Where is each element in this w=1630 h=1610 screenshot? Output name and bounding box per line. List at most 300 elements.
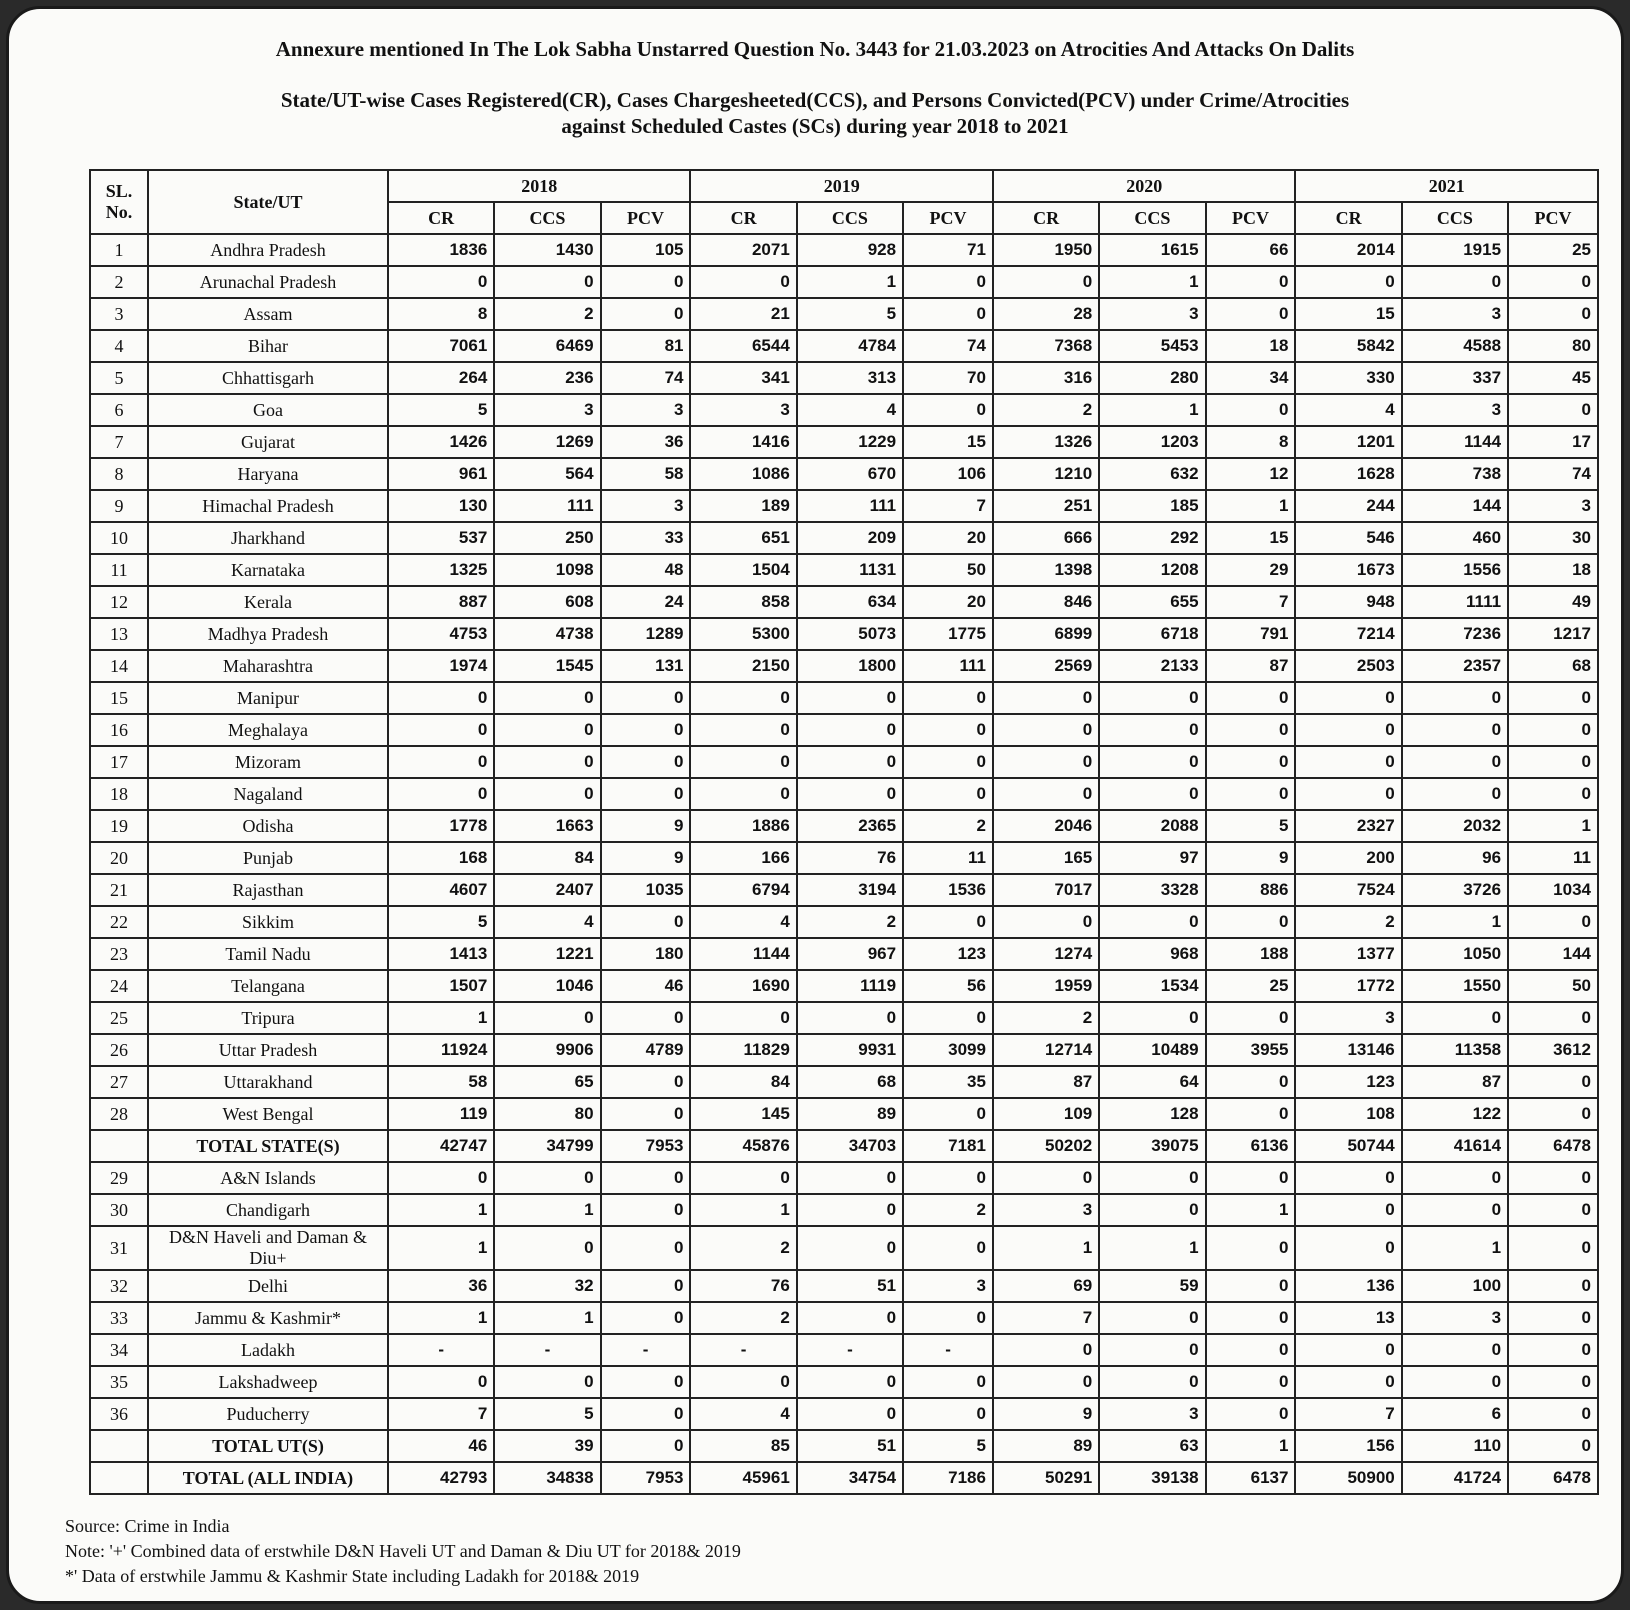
header-year-2019: 2019 [690, 170, 992, 202]
value-cell: 0 [903, 394, 993, 426]
value-cell: 119 [388, 1098, 494, 1130]
value-cell: 80 [494, 1098, 600, 1130]
value-cell: 7186 [903, 1462, 993, 1494]
value-cell: 6794 [690, 874, 796, 906]
value-cell: 0 [494, 1226, 600, 1270]
value-cell: 0 [993, 1334, 1099, 1366]
value-cell: 0 [1206, 1398, 1296, 1430]
value-cell: 928 [797, 234, 903, 266]
value-cell: 9 [601, 810, 691, 842]
table-row [90, 1226, 1598, 1270]
table-row [90, 490, 1598, 522]
value-cell: 1 [1099, 394, 1205, 426]
table-row [90, 298, 1598, 330]
sl-no-cell: 35 [90, 1366, 148, 1398]
value-cell: 3 [1099, 298, 1205, 330]
sl-no-cell: 28 [90, 1098, 148, 1130]
value-cell: 144 [1508, 938, 1598, 970]
value-cell: 7 [993, 1302, 1099, 1334]
sl-no-cell: 12 [90, 586, 148, 618]
value-cell: 1086 [690, 458, 796, 490]
state-name-cell: Madhya Pradesh [148, 618, 388, 650]
value-cell: 1800 [797, 650, 903, 682]
value-cell: 41614 [1402, 1130, 1508, 1162]
value-cell: 0 [388, 1162, 494, 1194]
value-cell: 24 [601, 586, 691, 618]
value-cell: 33 [601, 522, 691, 554]
value-cell: 0 [1206, 1002, 1296, 1034]
sl-no-cell: 26 [90, 1034, 148, 1066]
value-cell: 97 [1099, 842, 1205, 874]
header-ccs: CCS [1099, 202, 1205, 234]
value-cell: 166 [690, 842, 796, 874]
value-cell: 4 [797, 394, 903, 426]
value-cell: 87 [993, 1066, 1099, 1098]
value-cell: 87 [1402, 1066, 1508, 1098]
value-cell: 1 [1402, 1226, 1508, 1270]
value-cell: 0 [1402, 1334, 1508, 1366]
value-cell: 0 [1402, 1366, 1508, 1398]
value-cell: 0 [903, 778, 993, 810]
value-cell: 0 [601, 1270, 691, 1302]
value-cell: 1203 [1099, 426, 1205, 458]
state-name-cell: Ladakh [148, 1334, 388, 1366]
value-cell: 6718 [1099, 618, 1205, 650]
sl-no-cell: 6 [90, 394, 148, 426]
value-cell: 0 [903, 1302, 993, 1334]
value-cell: 2 [903, 810, 993, 842]
subtitle-line-1: State/UT-wise Cases Registered(CR), Cases Chargesheeted(CCS), and Persons Convicted(PCV) under Crime/Atrocities [280, 88, 1350, 112]
value-cell: 1673 [1295, 554, 1401, 586]
value-cell: 7953 [601, 1462, 691, 1494]
value-cell: 537 [388, 522, 494, 554]
value-cell: 130 [388, 490, 494, 522]
value-cell: 1111 [1402, 586, 1508, 618]
value-cell: 0 [1402, 1194, 1508, 1226]
value-cell: 2 [494, 298, 600, 330]
value-cell: 36 [388, 1270, 494, 1302]
header-year-2018: 2018 [388, 170, 690, 202]
state-name-cell: Meghalaya [148, 714, 388, 746]
value-cell: 264 [388, 362, 494, 394]
value-cell: 1959 [993, 970, 1099, 1002]
value-cell: 15 [903, 426, 993, 458]
sl-no-cell: 33 [90, 1302, 148, 1334]
state-name-cell: Karnataka [148, 554, 388, 586]
value-cell: 13 [1295, 1302, 1401, 1334]
sl-no-cell: 7 [90, 426, 148, 458]
sl-no-cell: 4 [90, 330, 148, 362]
value-cell: 1663 [494, 810, 600, 842]
value-cell: 1 [388, 1302, 494, 1334]
value-cell: 63 [1099, 1430, 1205, 1462]
value-cell: 0 [1099, 1162, 1205, 1194]
value-cell: 0 [601, 1226, 691, 1270]
header-cr: CR [388, 202, 494, 234]
value-cell: 189 [690, 490, 796, 522]
value-cell: 50 [1508, 970, 1598, 1002]
value-cell: 59 [1099, 1270, 1205, 1302]
value-cell: 15 [1295, 298, 1401, 330]
value-cell: 0 [690, 1002, 796, 1034]
value-cell: 76 [797, 842, 903, 874]
table-row [90, 266, 1598, 298]
value-cell: 0 [1402, 746, 1508, 778]
value-cell: 1772 [1295, 970, 1401, 1002]
value-cell: 1778 [388, 810, 494, 842]
value-cell: 0 [388, 266, 494, 298]
value-cell: 0 [797, 1002, 903, 1034]
sl-no-cell: 14 [90, 650, 148, 682]
value-cell: 1 [1099, 1226, 1205, 1270]
value-cell: 858 [690, 586, 796, 618]
value-cell: 71 [903, 234, 993, 266]
value-cell: 136 [1295, 1270, 1401, 1302]
table-row [90, 362, 1598, 394]
value-cell: 0 [601, 1162, 691, 1194]
value-cell: 10489 [1099, 1034, 1205, 1066]
value-cell: 608 [494, 586, 600, 618]
document-subtitle [9, 87, 1621, 139]
value-cell: 89 [993, 1430, 1099, 1462]
value-cell: 41724 [1402, 1462, 1508, 1494]
value-cell: 3 [1402, 394, 1508, 426]
value-cell: 0 [993, 1162, 1099, 1194]
table-row [90, 874, 1598, 906]
table-row [90, 586, 1598, 618]
value-cell: 46 [388, 1430, 494, 1462]
value-cell: 0 [1508, 906, 1598, 938]
header-pcv: PCV [1206, 202, 1296, 234]
sl-no-cell: 27 [90, 1066, 148, 1098]
header-cr: CR [1295, 202, 1401, 234]
value-cell: 0 [903, 746, 993, 778]
state-name-cell: Rajasthan [148, 874, 388, 906]
state-name-cell: Chhattisgarh [148, 362, 388, 394]
value-cell: 2365 [797, 810, 903, 842]
value-cell: 280 [1099, 362, 1205, 394]
value-cell: 337 [1402, 362, 1508, 394]
sl-no-cell [90, 1130, 148, 1162]
value-cell: 1229 [797, 426, 903, 458]
value-cell: 0 [797, 746, 903, 778]
table-row [90, 714, 1598, 746]
value-cell: 330 [1295, 362, 1401, 394]
value-cell: 1131 [797, 554, 903, 586]
value-cell: 0 [1508, 1334, 1598, 1366]
value-cell: 4784 [797, 330, 903, 362]
value-cell: 0 [1402, 682, 1508, 714]
value-cell: 0 [1099, 906, 1205, 938]
value-cell: 100 [1402, 1270, 1508, 1302]
sl-no-cell: 17 [90, 746, 148, 778]
value-cell: 8 [388, 298, 494, 330]
table-row [90, 1270, 1598, 1302]
value-cell: 4738 [494, 618, 600, 650]
value-cell: 0 [993, 746, 1099, 778]
value-cell: 1615 [1099, 234, 1205, 266]
value-cell: 0 [1295, 1194, 1401, 1226]
value-cell: 1886 [690, 810, 796, 842]
value-cell: 11 [1508, 842, 1598, 874]
value-cell: 8 [1206, 426, 1296, 458]
value-cell: 1504 [690, 554, 796, 586]
value-cell: 6136 [1206, 1130, 1296, 1162]
value-cell: 76 [690, 1270, 796, 1302]
value-cell: 2 [993, 1002, 1099, 1034]
value-cell: 0 [1099, 1302, 1205, 1334]
value-cell: 0 [1206, 1302, 1296, 1334]
state-name-cell: D&N Haveli and Daman & Diu+ [148, 1226, 388, 1270]
value-cell: 0 [1508, 1302, 1598, 1334]
state-name-cell: Tripura [148, 1002, 388, 1034]
value-cell: 0 [388, 778, 494, 810]
value-cell: 11924 [388, 1034, 494, 1066]
total-row [90, 1430, 1598, 1462]
state-name-cell: Maharashtra [148, 650, 388, 682]
value-cell: 0 [797, 1162, 903, 1194]
value-cell: 45961 [690, 1462, 796, 1494]
value-cell: 886 [1206, 874, 1296, 906]
table-row [90, 1002, 1598, 1034]
value-cell: 144 [1402, 490, 1508, 522]
value-cell: 0 [1508, 1162, 1598, 1194]
header-ccs: CCS [1402, 202, 1508, 234]
state-name-cell: Telangana [148, 970, 388, 1002]
value-cell: 50202 [993, 1130, 1099, 1162]
value-cell: 0 [1402, 1162, 1508, 1194]
sl-no-cell: 9 [90, 490, 148, 522]
value-cell: 5 [903, 1430, 993, 1462]
value-cell: 46 [601, 970, 691, 1002]
value-cell: 6 [1402, 1398, 1508, 1430]
value-cell: 2327 [1295, 810, 1401, 842]
sl-no-cell: 2 [90, 266, 148, 298]
value-cell: 564 [494, 458, 600, 490]
value-cell: 0 [903, 1366, 993, 1398]
table-row [90, 1334, 1598, 1366]
sl-no-cell: 15 [90, 682, 148, 714]
value-cell: 0 [1508, 1066, 1598, 1098]
value-cell: 0 [1099, 1002, 1205, 1034]
value-cell: 11829 [690, 1034, 796, 1066]
value-cell: 58 [601, 458, 691, 490]
value-cell: 69 [993, 1270, 1099, 1302]
value-cell: 1 [1402, 906, 1508, 938]
table-row [90, 394, 1598, 426]
value-cell: 292 [1099, 522, 1205, 554]
subtitle-line-2: against Scheduled Castes (SCs) during year 2018 to 2021 [561, 114, 1069, 138]
value-cell: 32 [494, 1270, 600, 1302]
value-cell: 34799 [494, 1130, 600, 1162]
value-cell: 5300 [690, 618, 796, 650]
value-cell: 188 [1206, 938, 1296, 970]
state-name-cell: Arunachal Pradesh [148, 266, 388, 298]
sl-no-cell: 32 [90, 1270, 148, 1302]
table-row [90, 1066, 1598, 1098]
value-cell: 968 [1099, 938, 1205, 970]
value-cell: 0 [1099, 778, 1205, 810]
value-cell: 0 [903, 1226, 993, 1270]
value-cell: 0 [494, 682, 600, 714]
value-cell: 738 [1402, 458, 1508, 490]
value-cell: 1050 [1402, 938, 1508, 970]
value-cell: 7214 [1295, 618, 1401, 650]
value-cell: 0 [388, 682, 494, 714]
value-cell: 34838 [494, 1462, 600, 1494]
value-cell: 74 [601, 362, 691, 394]
state-name-cell: Lakshadweep [148, 1366, 388, 1398]
value-cell: 34 [1206, 362, 1296, 394]
table-row [90, 1366, 1598, 1398]
table-row [90, 650, 1598, 682]
state-name-cell: Andhra Pradesh [148, 234, 388, 266]
value-cell: 7236 [1402, 618, 1508, 650]
state-name-cell: Kerala [148, 586, 388, 618]
value-cell: 0 [601, 682, 691, 714]
value-cell: 0 [690, 714, 796, 746]
value-cell: 0 [1295, 714, 1401, 746]
value-cell: 21 [690, 298, 796, 330]
value-cell: 0 [1206, 266, 1296, 298]
table-body [90, 234, 1598, 1494]
value-cell: 65 [494, 1066, 600, 1098]
value-cell: 0 [690, 1366, 796, 1398]
value-cell: 0 [797, 682, 903, 714]
value-cell: 4753 [388, 618, 494, 650]
sl-no-cell: 21 [90, 874, 148, 906]
table-row [90, 234, 1598, 266]
value-cell: 0 [797, 1226, 903, 1270]
state-name-cell: West Bengal [148, 1098, 388, 1130]
value-cell: 670 [797, 458, 903, 490]
value-cell: 1550 [1402, 970, 1508, 1002]
value-cell: 80 [1508, 330, 1598, 362]
value-cell: 50 [903, 554, 993, 586]
table-row [90, 938, 1598, 970]
value-cell: 2 [1295, 906, 1401, 938]
value-cell: 9 [1206, 842, 1296, 874]
state-name-cell: Puducherry [148, 1398, 388, 1430]
sl-no-cell: 24 [90, 970, 148, 1002]
sl-no-cell: 5 [90, 362, 148, 394]
state-name-cell: Jammu & Kashmir* [148, 1302, 388, 1334]
state-name-cell: Assam [148, 298, 388, 330]
value-cell: 1416 [690, 426, 796, 458]
header-cr: CR [993, 202, 1099, 234]
state-name-cell: Mizoram [148, 746, 388, 778]
value-cell: 250 [494, 522, 600, 554]
value-cell: 1 [993, 1226, 1099, 1270]
value-cell: 3194 [797, 874, 903, 906]
value-cell: 20 [903, 522, 993, 554]
value-cell: 1426 [388, 426, 494, 458]
value-cell: 1221 [494, 938, 600, 970]
value-cell: 313 [797, 362, 903, 394]
value-cell: 0 [1099, 746, 1205, 778]
value-cell: 0 [1099, 1194, 1205, 1226]
value-cell: - [903, 1334, 993, 1366]
value-cell: 1 [388, 1002, 494, 1034]
value-cell: 2 [690, 1302, 796, 1334]
value-cell: 0 [797, 778, 903, 810]
value-cell: 1 [1508, 810, 1598, 842]
value-cell: 1545 [494, 650, 600, 682]
state-name-cell: Manipur [148, 682, 388, 714]
value-cell: 0 [993, 682, 1099, 714]
value-cell: 66 [1206, 234, 1296, 266]
value-cell: 5842 [1295, 330, 1401, 362]
value-cell: 341 [690, 362, 796, 394]
value-cell: 1556 [1402, 554, 1508, 586]
value-cell: 0 [494, 714, 600, 746]
value-cell: 56 [903, 970, 993, 1002]
value-cell: 0 [1206, 394, 1296, 426]
value-cell: 5 [388, 394, 494, 426]
value-cell: 5073 [797, 618, 903, 650]
sl-no-cell: 34 [90, 1334, 148, 1366]
table-row [90, 330, 1598, 362]
value-cell: 6478 [1508, 1130, 1598, 1162]
value-cell: 2 [993, 394, 1099, 426]
sl-no-cell: 30 [90, 1194, 148, 1226]
value-cell: 7061 [388, 330, 494, 362]
value-cell: 0 [1508, 1194, 1598, 1226]
table-row [90, 842, 1598, 874]
value-cell: 0 [388, 1366, 494, 1398]
value-cell: 3955 [1206, 1034, 1296, 1066]
value-cell: 48 [601, 554, 691, 586]
value-cell: 0 [1206, 682, 1296, 714]
value-cell: 17 [1508, 426, 1598, 458]
value-cell: 1950 [993, 234, 1099, 266]
value-cell: 1326 [993, 426, 1099, 458]
value-cell: 236 [494, 362, 600, 394]
value-cell: 2046 [993, 810, 1099, 842]
value-cell: 1 [388, 1226, 494, 1270]
value-cell: 0 [601, 1098, 691, 1130]
value-cell: 0 [1099, 714, 1205, 746]
value-cell: 108 [1295, 1098, 1401, 1130]
value-cell: 5 [797, 298, 903, 330]
value-cell: 50744 [1295, 1130, 1401, 1162]
document-page [6, 6, 1624, 1604]
sl-no-cell: 8 [90, 458, 148, 490]
state-name-cell: Sikkim [148, 906, 388, 938]
value-cell: 0 [690, 1162, 796, 1194]
sl-no-cell: 13 [90, 618, 148, 650]
value-cell: 0 [601, 1002, 691, 1034]
value-cell: 0 [797, 714, 903, 746]
value-cell: 85 [690, 1430, 796, 1462]
value-cell: 1144 [1402, 426, 1508, 458]
value-cell: 0 [1508, 746, 1598, 778]
value-cell: 64 [1099, 1066, 1205, 1098]
value-cell: 1974 [388, 650, 494, 682]
value-cell: 1 [494, 1302, 600, 1334]
value-cell: 0 [1508, 266, 1598, 298]
value-cell: 111 [494, 490, 600, 522]
table-row [90, 522, 1598, 554]
header-ccs: CCS [494, 202, 600, 234]
table-row [90, 1398, 1598, 1430]
value-cell: 0 [601, 298, 691, 330]
value-cell: 89 [797, 1098, 903, 1130]
value-cell: 1 [1206, 490, 1296, 522]
value-cell: 1210 [993, 458, 1099, 490]
state-name-cell: Bihar [148, 330, 388, 362]
value-cell: 0 [494, 266, 600, 298]
